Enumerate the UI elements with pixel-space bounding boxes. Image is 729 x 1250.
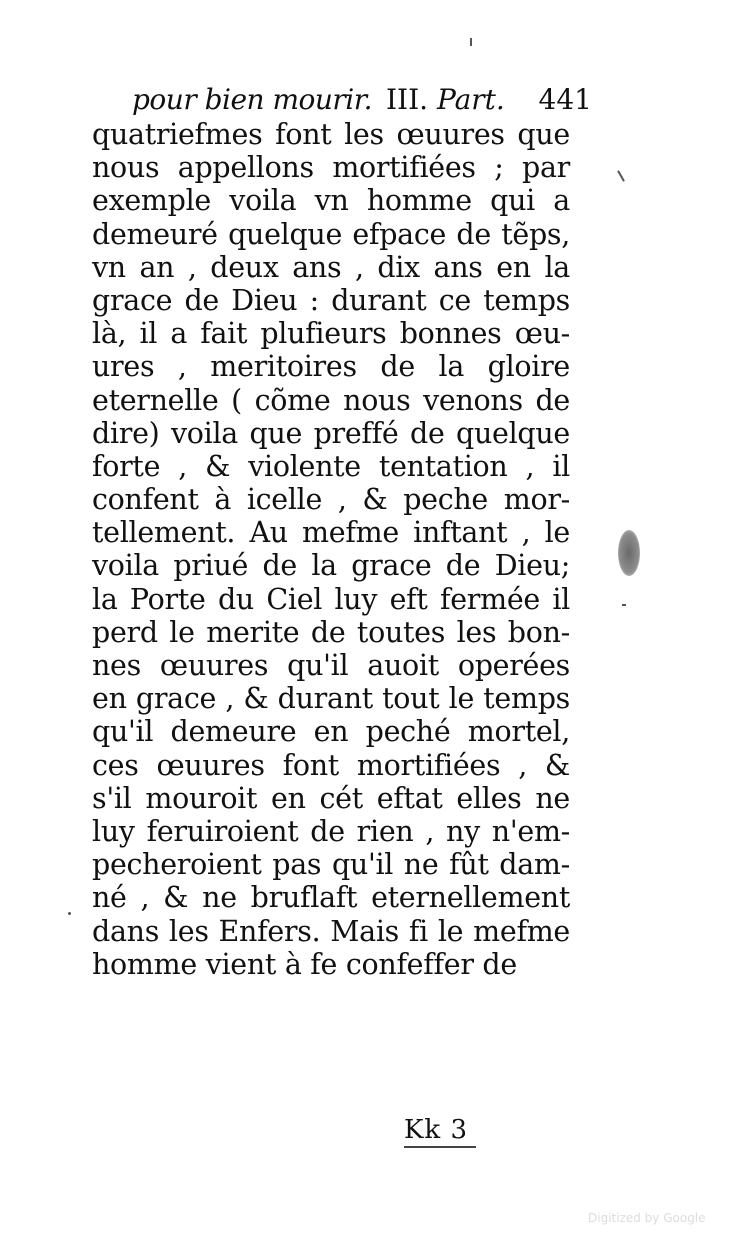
stray-mark (470, 38, 472, 46)
text-line: quatriefmes font les œuures que (92, 118, 570, 151)
text-line: ces œuures font mortifiées , & (92, 748, 570, 782)
text-line: confent à icelle , & peche mor- (92, 483, 570, 517)
page-number: 441 (538, 83, 592, 116)
text-line: la Porte du Ciel luy eft fermée il (92, 582, 570, 616)
text-line: dans les Enfers. Mais fi le mefme (92, 914, 570, 948)
part-number: III. (385, 83, 429, 116)
text-line: vn an , deux ans , dix ans en la (92, 250, 570, 284)
text-line: luy feruiroient de rien , ny n'em- (92, 814, 570, 848)
stray-mark (617, 170, 625, 181)
text-line: s'il mouroit en cét eftat elles ne (92, 781, 570, 815)
body-text (92, 118, 570, 981)
text-line: nous appellons mortifiées ; par (92, 151, 570, 185)
running-header (132, 80, 602, 120)
text-line: grace de Dieu : durant ce temps (92, 283, 570, 317)
stray-mark (68, 912, 71, 915)
text-line: en grace , & durant tout le temps (92, 682, 570, 716)
signature-mark: Kk 3 (404, 1115, 468, 1145)
text-line: né , & ne bruflaft eternellement (92, 881, 570, 915)
text-line: forte , & violente tentation , il (92, 449, 570, 483)
part-label: Part. (436, 83, 505, 116)
text-line: perd le merite de toutes les bon- (92, 615, 570, 649)
text-line: ures , meritoires de la gloire (92, 350, 570, 384)
running-title: pour bien mourir. (132, 83, 372, 116)
stray-mark (622, 604, 626, 606)
ink-blot (618, 530, 640, 576)
text-line: qu'il demeure en peché mortel, (92, 715, 570, 749)
watermark: Digitized by Google (588, 1211, 706, 1225)
text-line: tellement. Au mefme inftant , le (92, 516, 570, 550)
text-line: pecheroient pas qu'il ne fût dam- (92, 848, 570, 882)
text-line: demeuré quelque efpace de tẽps, (92, 217, 570, 251)
signature-underline (404, 1146, 476, 1148)
text-line: eternelle ( cõme nous venons de (92, 383, 570, 417)
text-line: voila priué de la grace de Dieu; (92, 549, 570, 583)
text-line: dire) voila que preffé de quelque (92, 416, 570, 450)
text-line: exemple voila vn homme qui a (92, 184, 570, 218)
text-line: nes œuures qu'il auoit operées (92, 649, 570, 682)
text-line: là, il a fait plufieurs bonnes œu- (92, 317, 570, 351)
text-line: homme vient à fe confeffer de (92, 947, 517, 981)
